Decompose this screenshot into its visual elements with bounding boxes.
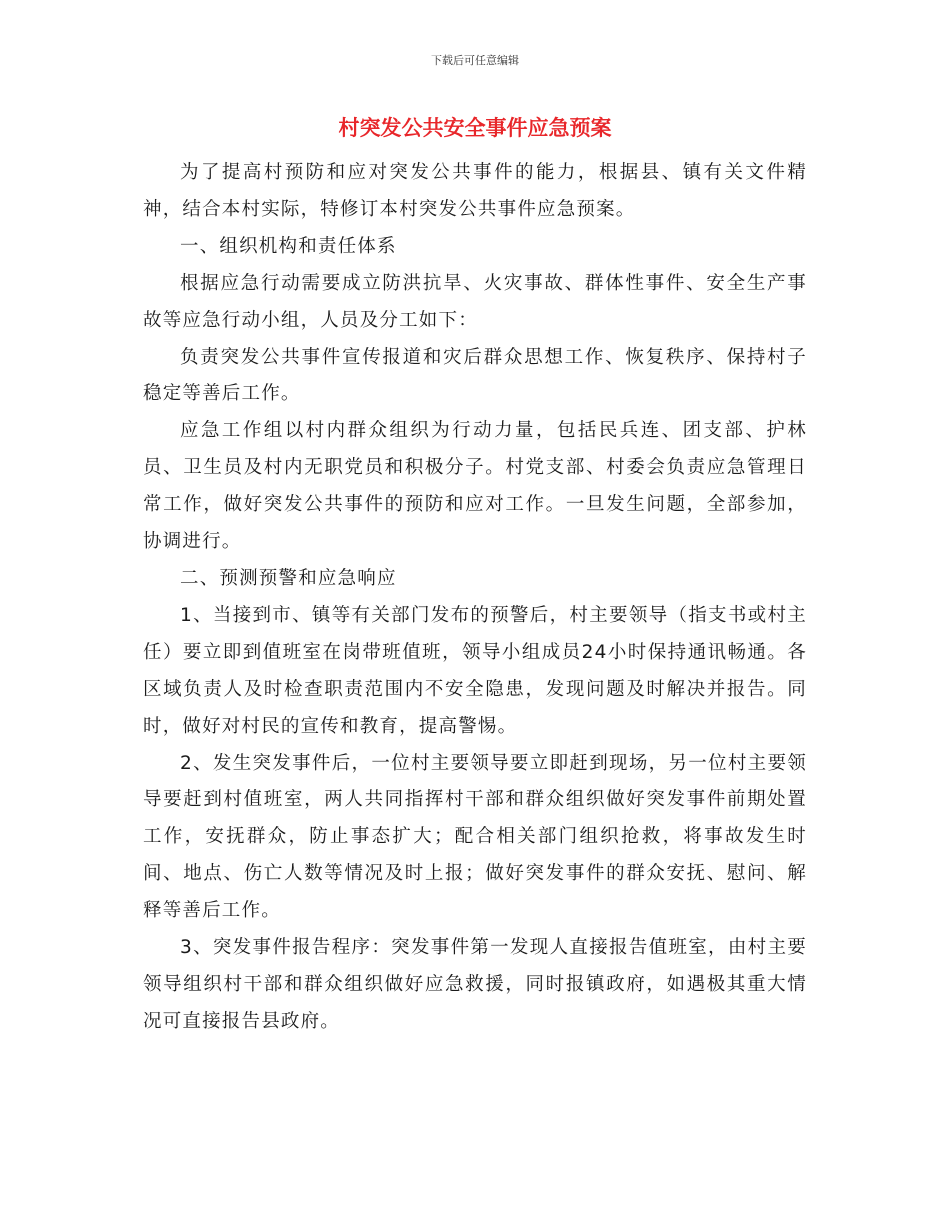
paragraph-emergency-team: 应急工作组以村内群众组织为行动力量，包括民兵连、团支部、护林员、卫生员及村内无职党员和积极分子。村党支部、村委会负责应急管理日常工作，做好突发公共事件的预防和应对工作。一旦发生问题，全部参加，协调进行。 bbox=[143, 420, 807, 553]
paragraph-reporting-procedure: 3、突发事件报告程序：突发事件第一发现人直接报告值班室，由村主要领导组织村干部和群众组织做好应急救援，同时报镇政府，如遇极其重大情况可直接报告县政府。 bbox=[143, 937, 807, 1032]
section-heading-organization: 一、组织机构和责任体系 bbox=[180, 235, 397, 257]
document-title: 村突发公共安全事件应急预案 bbox=[338, 116, 612, 140]
header-note: 下载后可任意编辑 bbox=[431, 54, 519, 67]
paragraph-publicity-duties: 负责突发公共事件宣传报道和灾后群众思想工作、恢复秩序、保持村子稳定等善后工作。 bbox=[143, 346, 807, 405]
section-heading-warning-response: 二、预测预警和应急响应 bbox=[180, 567, 397, 589]
paragraph-intro: 为了提高村预防和应对突发公共事件的能力，根据县、镇有关文件精神，结合本村实际，特修订本村突发公共事件应急预案。 bbox=[143, 162, 807, 220]
document-body bbox=[143, 155, 807, 1041]
paragraph-incident-response: 2、发生突发事件后，一位村主要领导要立即赶到现场，另一位村主要领导要赶到村值班室，两人共同指挥村干部和群众组织做好突发事件前期处置工作，安抚群众，防止事态扩大；配合相关部门组织抢救，将事故发生时间、地点、伤亡人数等情况及时上报；做好突发事件的群众安抚、慰问、解释等善后工作。 bbox=[143, 752, 807, 922]
paragraph-warning-procedure: 1、当接到市、镇等有关部门发布的预警后，村主要领导（指支书或村主任）要立即到值班室在岗带班值班，领导小组成员24小时保持通讯畅通。各区域负责人及时检查职责范围内不安全隐患，发现问题及时解决并报告。同时，做好对村民的宣传和教育，提高警惕。 bbox=[143, 604, 807, 737]
paragraph-action-groups: 根据应急行动需要成立防洪抗旱、火灾事故、群体性事件、安全生产事故等应急行动小组，人员及分工如下： bbox=[143, 272, 807, 331]
